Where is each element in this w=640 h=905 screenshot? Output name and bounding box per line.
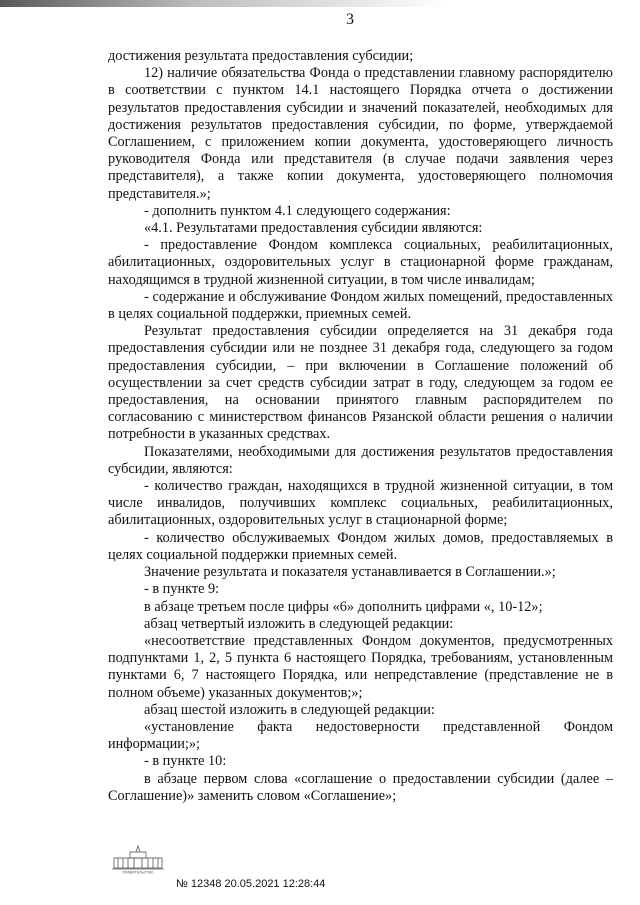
paragraph: абзац шестой изложить в следующей редакции: [144, 701, 435, 718]
paragraph: - дополнить пунктом 4.1 следующего содержания: [144, 202, 451, 219]
paragraph: «установление факта недостоверности представленной Фондом информации;»; [108, 718, 613, 753]
paragraph: Показателями, необходимыми для достижения результатов предоставления субсидии, являются: [108, 443, 613, 477]
paragraph: 12) наличие обязательства Фонда о представлении главному распорядителю в соответствии с пунктом 14.1 настоящего Порядка отчета о достижении результатов предоставления субсидии и значений показателей, необходимых для достижения результатов предоставления субсидии, по форме, утверждаемой Соглашением, с приложением копии документа, удостоверяющего личность руководителя Фонда или представителя (в случае подачи заявления через представителя), а также копии документа, удостоверяющего полномочия представителя.»; [108, 65, 613, 202]
paragraph: - количество обслуживаемых Фондом жилых домов, предоставляемых в целях социальной поддержки приемных семей. [108, 529, 613, 563]
paragraph: - количество граждан, находящихся в трудной жизненной ситуации, в том числе инвалидов, получивших комплекс социальных, реабилитационных, абилитационных, оздоровительных услуг в стационарной форме; [108, 478, 613, 529]
paragraph: - предоставление Фондом комплекса социальных, реабилитационных, абилитационных, оздоровительных услуг в стационарной форме гражданам, находящимся в трудной жизненной ситуации, в том числе инвалидам; [108, 237, 613, 288]
scan-edge-shadow [0, 0, 640, 7]
building-logo-icon [110, 844, 166, 874]
paragraph: в абзаце первом слова «соглашение о предоставлении субсидии (далее – Соглашение)» заменить словом «Соглашение»; [108, 770, 613, 804]
registration-stamp: № 12348 20.05.2021 12:28:44 [176, 878, 326, 890]
paragraph: абзац четвертый изложить в следующей редакции: [144, 615, 454, 632]
page-footer [110, 844, 630, 894]
paragraph: «4.1. Результатами предоставления субсидии являются: [144, 220, 483, 237]
logo-caption: ПРАВИТЕЛЬСТВО [122, 870, 154, 874]
paragraph: Результат предоставления субсидии определяется на 31 декабря года предоставления субсидии или не позднее 31 декабря года, следующего за годом предоставления субсидии, – при включении в Соглашение положений об осуществлении за счет средств субсидии затрат в году, следующем за годом ее предоставления, на основании принятого главным распорядителем по согласованию с министерством финансов Рязанской области решения о наличии потребности в указанных средствах. [108, 323, 613, 443]
paragraph: - в пункте 9: [144, 581, 220, 598]
page-number: 3 [346, 11, 354, 28]
paragraph: Значение результата и показателя устанавливается в Соглашении.»; [144, 564, 556, 581]
paragraph: достижения результата предоставления субсидии; [108, 48, 414, 64]
paragraph: в абзаце третьем после цифры «6» дополнить цифрами «, 10-12»; [144, 598, 543, 615]
paragraph: - в пункте 10: [144, 753, 227, 770]
paragraph: - содержание и обслуживание Фондом жилых помещений, предоставленных в целях социальной поддержки, приемных семей. [108, 288, 613, 323]
paragraph: «несоответствие представленных Фондом документов, предусмотренных подпунктами 1, 2, 5 пункта 6 настоящего Порядка, требованиям, установленным пунктами 6, 7 настоящего Порядка, или непредставление (представление не в полном объеме) указанных документов;»; [108, 632, 613, 701]
document-body [108, 48, 613, 805]
